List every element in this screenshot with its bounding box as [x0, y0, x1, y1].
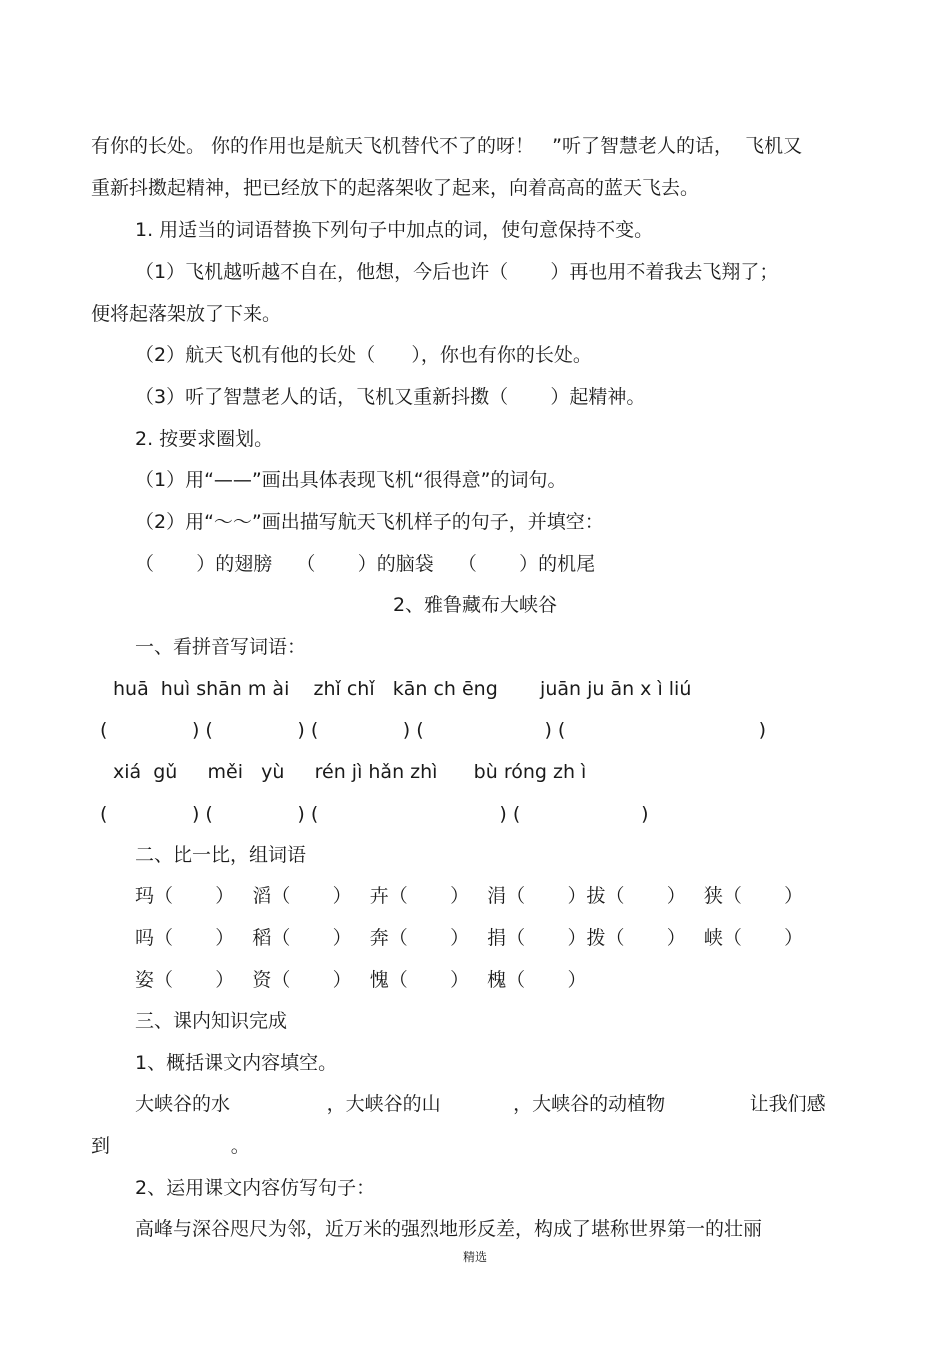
section-heading: 三、课内知识完成 — [135, 1010, 288, 1032]
question-heading: 1、概括课文内容填空。 — [135, 1052, 338, 1074]
section-title: 2、雅鲁藏布大峡谷 — [392, 594, 558, 616]
pinyin-row: huā huì shān m ài zhǐ chǐ kān ch ēng juān ju ān x ì liú — [113, 678, 692, 700]
paragraph-line: 有你的长处。 你的作用也是航天飞机替代不了的呀！ ”听了智慧老人的话， 飞机又 — [91, 135, 803, 157]
question-item: （2）航天飞机有他的长处（ ），你也有你的长处。 — [135, 344, 592, 366]
compare-row: 玛（ ） 滔（ ） 卉（ ） 涓（ ）拔（ ） 狭（ ） — [135, 885, 804, 907]
question-item: （1）用“——”画出具体表现飞机“很得意”的词句。 — [135, 469, 567, 491]
answer-blanks-row: ( ) ( ) ( ) ( ) — [100, 803, 649, 825]
question-heading: 2、运用课文内容仿写句子： — [135, 1177, 376, 1199]
answer-blanks-row: ( ) ( ) ( ) ( ) ( ) — [100, 719, 767, 741]
section-heading: 二、比一比，组词语 — [135, 844, 307, 866]
question-item: （3）听了智慧老人的话，飞机又重新抖擞（ ）起精神。 — [135, 386, 646, 408]
fill-blank-line: 大峡谷的水 ，大峡谷的山 ，大峡谷的动植物 让我们感 — [135, 1093, 826, 1115]
paragraph-line: 重新抖擞起精神，把已经放下的起落架收了起来，向着高高的蓝天飞去。 — [91, 177, 700, 199]
question-item: （1）飞机越听越不自在，他想，今后也许（ ）再也用不着我去飞翔了； — [135, 261, 779, 283]
question-item: 便将起落架放了下来。 — [91, 303, 282, 325]
fill-blank-line: 到 。 — [91, 1135, 250, 1157]
compare-row: 吗（ ） 稻（ ） 奔（ ） 捐（ ）拨（ ） 峡（ ） — [135, 927, 804, 949]
page-footer: 精选 — [462, 1250, 487, 1264]
compare-row: 姿（ ） 资（ ） 愧（ ） 槐（ ） — [135, 969, 587, 991]
question-heading: 1. 用适当的词语替换下列句子中加点的词，使句意保持不变。 — [135, 219, 654, 241]
fill-blank-row: （ ）的翅膀 （ ）的脑袋 （ ）的机尾 — [135, 553, 596, 575]
pinyin-row: xiá gǔ měi yù rén jì hǎn zhì bù róng zh ì — [113, 761, 587, 783]
paragraph-line: 高峰与深谷咫尺为邻，近万米的强烈地形反差，构成了堪称世界第一的壮丽 — [135, 1218, 763, 1240]
section-heading: 一、看拼音写词语： — [135, 636, 307, 658]
question-item: （2）用“～～”画出描写航天飞机样子的句子，并填空： — [135, 511, 604, 533]
question-heading: 2. 按要求圈划。 — [135, 428, 274, 450]
